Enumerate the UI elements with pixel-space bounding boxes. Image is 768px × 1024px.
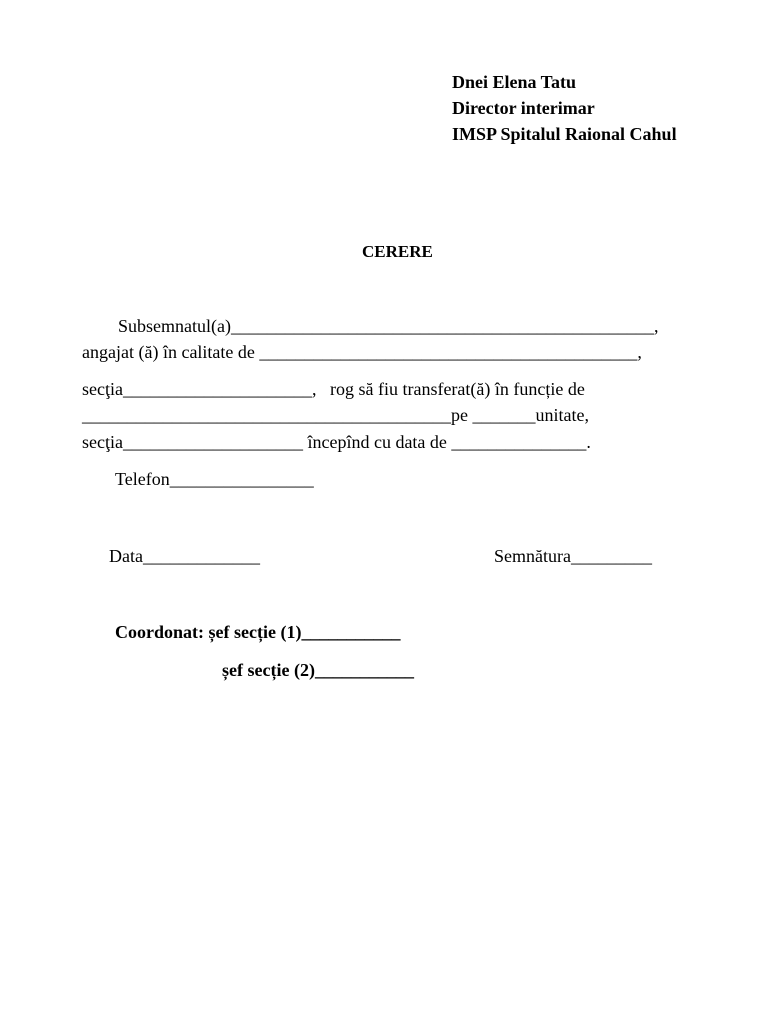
body-line-1: Subsemnatul(a)_______________________________________________, — [118, 316, 659, 336]
body-line-2: angajat (ă) în calitate de __________________________________________, — [82, 342, 642, 362]
document-title: CERERE — [362, 242, 433, 261]
recipient-name: Dnei Elena Tatu — [452, 72, 577, 92]
body-line-5: secţia____________________ începînd cu data de _______________. — [82, 432, 591, 452]
recipient-institution: IMSP Spitalul Raional Cahul — [452, 124, 677, 144]
recipient-position: Director interimar — [452, 98, 595, 118]
body-line-3: secţia_____________________, rog să fiu transferat(ă) în funcție de — [82, 379, 585, 399]
approval-line-1: Coordonat: șef secție (1)___________ — [115, 622, 401, 642]
signature-field: Semnătura_________ — [494, 546, 652, 566]
phone-field: Telefon________________ — [115, 469, 314, 489]
approval-line-2: șef secție (2)___________ — [222, 660, 414, 680]
date-field: Data_____________ — [109, 546, 260, 566]
body-line-4: _________________________________________pe _______unitate, — [82, 405, 589, 425]
